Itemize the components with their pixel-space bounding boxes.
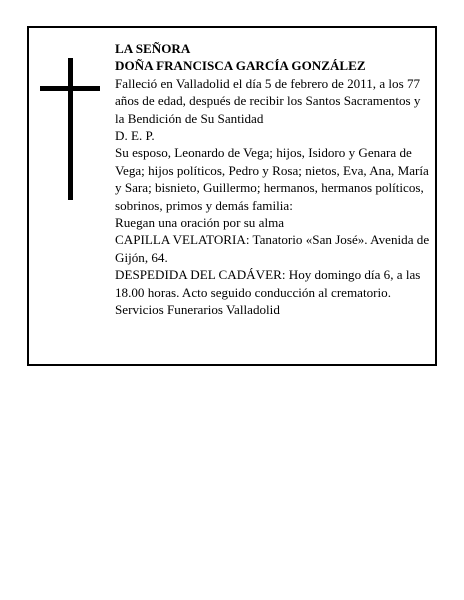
death-announcement: Falleció en Valladolid el día 5 de febrero de 2011, a los 77 años de edad, después de recibir los Santos Sacramentos y la Bendición de Su Santidad: [115, 75, 421, 126]
funeral-services: Servicios Funerarios Valladolid: [115, 302, 280, 318]
farewell-info: DESPEDIDA DEL CADÁVER: Hoy domingo día 6, a las 18.00 horas. Acto seguido conducción al crematorio.: [115, 267, 421, 300]
prayer-request: Ruegan una oración por su alma: [115, 215, 285, 231]
cross-horizontal-bar: [40, 86, 100, 91]
family-list: Su esposo, Leonardo de Vega; hijos, Isidoro y Genara de Vega; hijos políticos, Pedro y Rosa; nietos, Eva, Ana, María y Sara; bisnieto, Guillermo; hermanos, hermanos políticos, sobrinos, primos y demás familia:: [115, 145, 429, 213]
death-notice: [27, 26, 437, 366]
rip-line: D. E. P.: [115, 128, 155, 144]
cross-icon: [40, 58, 100, 200]
chapel-info: CAPILLA VELATORIA: Tanatorio «San José». Avenida de Gijón, 64.: [115, 232, 430, 265]
cross-vertical-bar: [68, 58, 73, 200]
deceased-name: DOÑA FRANCISCA GARCÍA GONZÁLEZ: [115, 58, 366, 74]
notice-title-line1: LA SEÑORA: [115, 41, 191, 56]
notice-text: [115, 40, 433, 319]
